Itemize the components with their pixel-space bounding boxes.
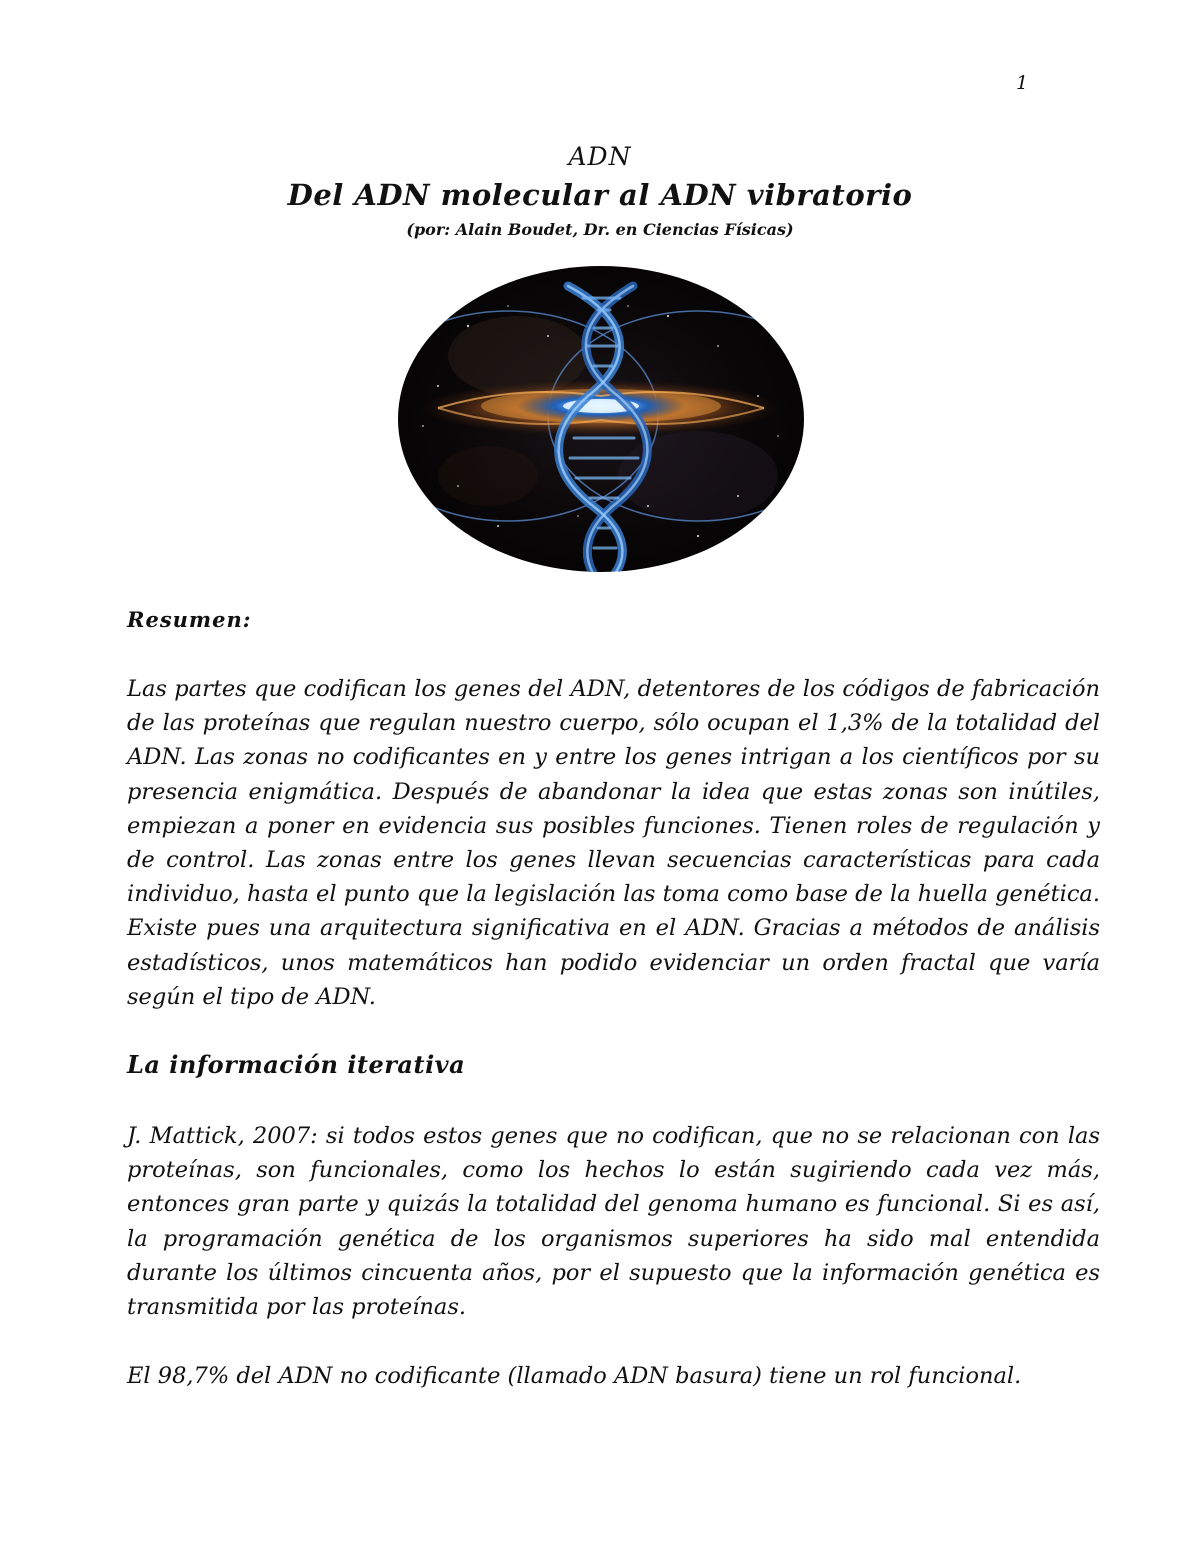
mattick-paragraph: J. Mattick, 2007: si todos estos genes que no codifican, que no se relacionan con las proteínas, son funcionales, como los hechos lo están sugiriendo cada vez más, entonces gran parte y quizás la totalidad del genoma humano es funcional. Si es así, la programación genética de los organismos superiores ha sido mal entendida durante los últimos cincuenta años, por el supuesto que la información genética es transmitida por las proteínas. bbox=[127, 1123, 1100, 1321]
author-byline: (por: Alain Boudet, Dr. en Ciencias Físicas) bbox=[406, 220, 794, 239]
dna-galaxy-image bbox=[398, 266, 804, 572]
resumen-heading: Resumen: bbox=[127, 607, 252, 632]
page-number: 1 bbox=[1016, 72, 1029, 94]
document-kicker: ADN bbox=[568, 142, 632, 171]
resumen-paragraph: Las partes que codifican los genes del ADN, detentores de los códigos de fabricación de las proteínas que regulan nuestro cuerpo, sólo ocupan el 1,3% de la totalidad del ADN. Las zonas no codificantes en y entre los genes intrigan a los científicos por su presencia enigmática. Después de abandonar la idea que estas zonas son inútiles, empiezan a poner en evidencia sus posibles funciones. Tienen roles de regulación y de control. Las zonas entre los genes llevan secuencias características para cada individuo, hasta el punto que la legislación las toma como base de la huella genética. Existe pues una arquitectura significativa en el ADN. Gracias a métodos de análisis estadísticos, unos matemáticos han podido evidenciar un orden fractal que varía según el tipo de ADN. bbox=[127, 676, 1100, 1010]
final-paragraph: El 98,7% del ADN no codificante (llamado ADN basura) tiene un rol funcional. bbox=[127, 1363, 1022, 1389]
info-iterativa-heading: La información iterativa bbox=[127, 1050, 466, 1079]
document-title: Del ADN molecular al ADN vibratorio bbox=[287, 178, 913, 212]
